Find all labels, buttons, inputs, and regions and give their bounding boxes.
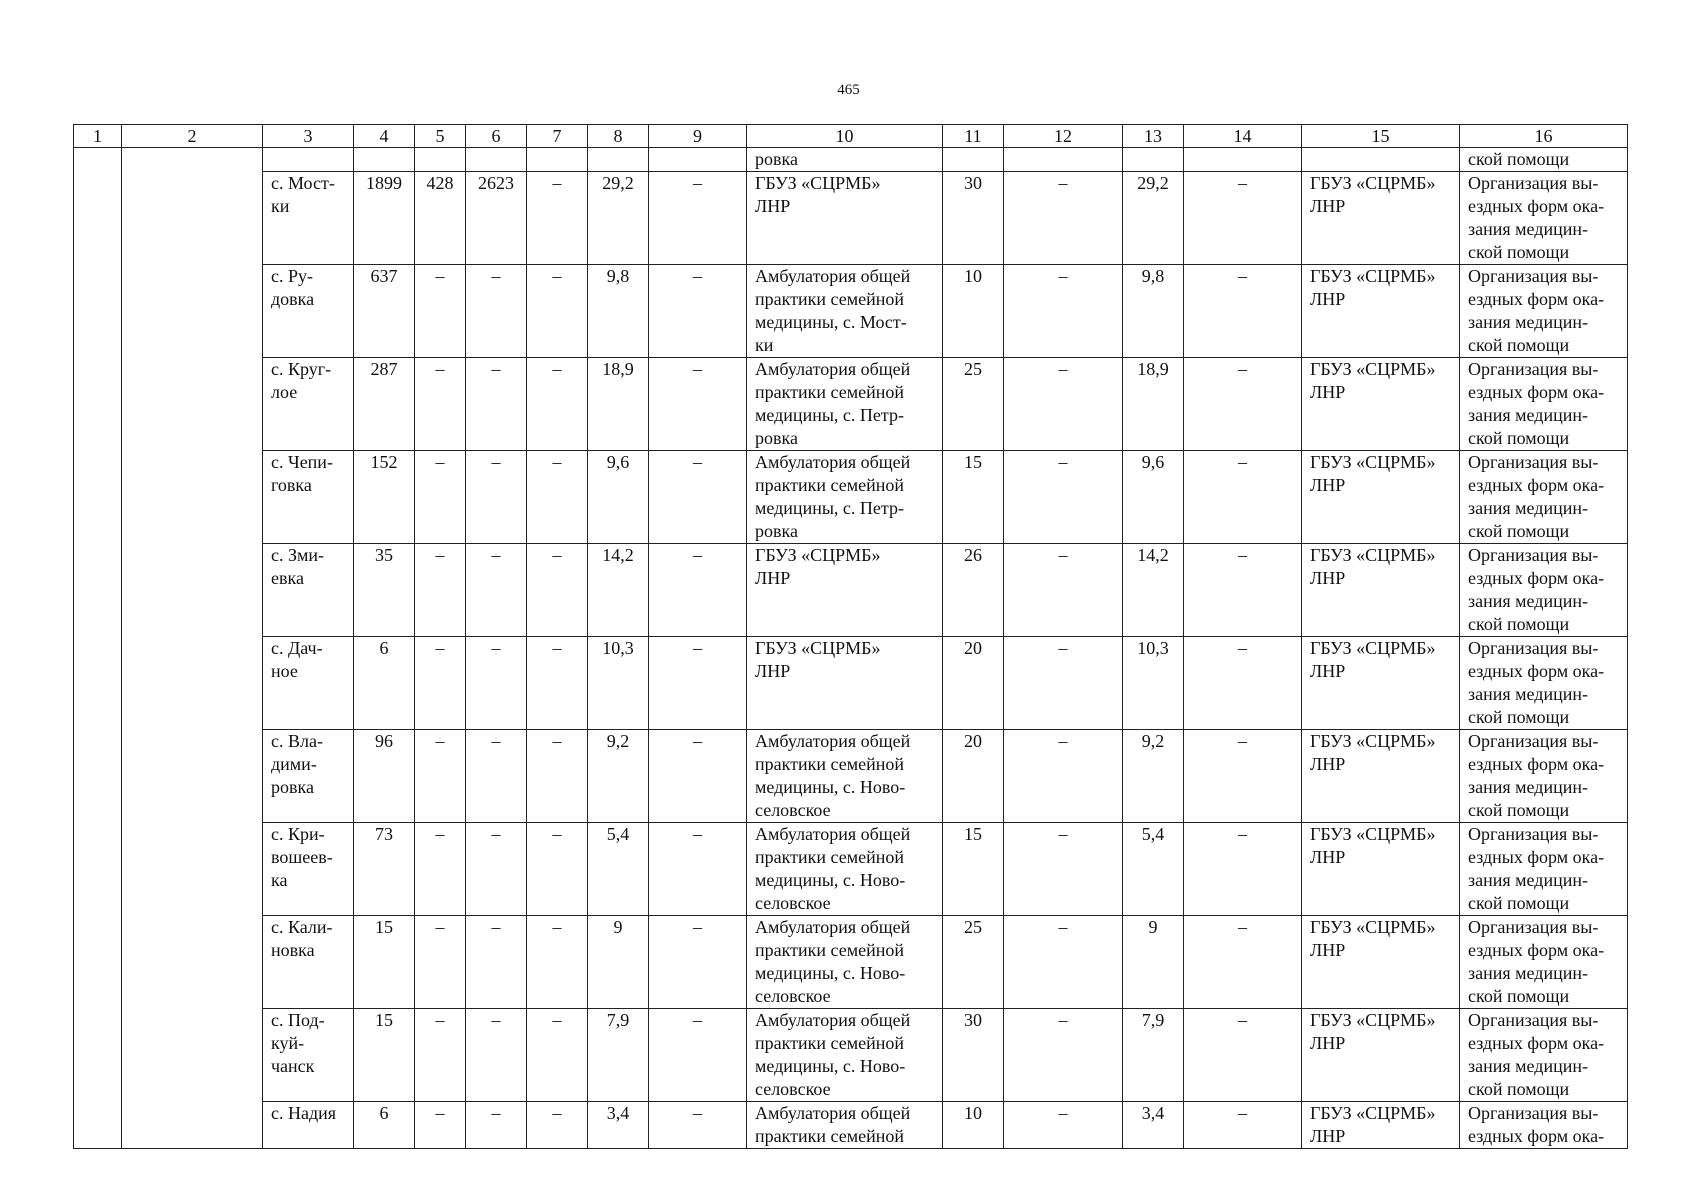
col13-cell: 9,6 [1123, 451, 1184, 544]
distance-cell: 18,9 [588, 358, 649, 451]
population-cell: 152 [354, 451, 415, 544]
col13-cell: 18,9 [1123, 358, 1184, 451]
organization-cell: ГБУЗ «СЦРМБ» ЛНР [1302, 730, 1460, 823]
facility-cell: Амбулатория общей практики семейной медицины, с. Петр- ровка [747, 451, 943, 544]
col13-cell: 7,9 [1123, 1009, 1184, 1102]
column-number-row [74, 125, 1628, 148]
col14-cell: – [1184, 730, 1302, 823]
col5-cell: – [415, 916, 466, 1009]
col9-cell: – [649, 265, 747, 358]
col14-cell: – [1184, 451, 1302, 544]
col12-cell: – [1004, 916, 1123, 1009]
col14-cell: – [1184, 916, 1302, 1009]
column-header: 8 [588, 125, 649, 148]
col9-cell: – [649, 1009, 747, 1102]
settlement-cell: с. Под- куй- чанск [263, 1009, 354, 1102]
measure-cell: Организация вы- ездных форм ока- зания медицин- ской помощи [1460, 1009, 1628, 1102]
facility-cell: ГБУЗ «СЦРМБ» ЛНР [747, 172, 943, 265]
measure-cell: Организация вы- ездных форм ока- зания медицин- ской помощи [1460, 544, 1628, 637]
col14-cell: – [1184, 358, 1302, 451]
column-header: 3 [263, 125, 354, 148]
col14-cell: – [1184, 172, 1302, 265]
facility-cell: Амбулатория общей практики семейной [747, 1102, 943, 1149]
col9-cell: – [649, 172, 747, 265]
continuation-row [74, 148, 1628, 172]
col9-cell: – [649, 637, 747, 730]
column-header: 5 [415, 125, 466, 148]
population-cell: 15 [354, 916, 415, 1009]
settlement-cell: с. Чепи- говка [263, 451, 354, 544]
population-cell: 6 [354, 1102, 415, 1149]
col12-cell: – [1004, 544, 1123, 637]
col12-cell: – [1004, 637, 1123, 730]
page-number: 465 [837, 82, 860, 98]
facility-cell: Амбулатория общей практики семейной медицины, с. Ново- селовское [747, 823, 943, 916]
distance-cell: 7,9 [588, 1009, 649, 1102]
organization-cell: ГБУЗ «СЦРМБ» ЛНР [1302, 265, 1460, 358]
time-cell: 10 [943, 1102, 1004, 1149]
col6-cell: 2623 [466, 172, 527, 265]
col7-cell: – [527, 265, 588, 358]
measure-cell: Организация вы- ездных форм ока- зания медицин- ской помощи [1460, 823, 1628, 916]
time-cell: 15 [943, 823, 1004, 916]
population-cell: 96 [354, 730, 415, 823]
col5-cell: – [415, 637, 466, 730]
col14-cell: – [1184, 1009, 1302, 1102]
measure-cell: Организация вы- ездных форм ока- [1460, 1102, 1628, 1149]
col5-cell: – [415, 1102, 466, 1149]
time-cell: 20 [943, 637, 1004, 730]
col6-cell: – [466, 823, 527, 916]
col7-cell: – [527, 637, 588, 730]
col12-cell: – [1004, 451, 1123, 544]
col6-cell: – [466, 451, 527, 544]
facility-cell: Амбулатория общей практики семейной медицины, с. Ново- селовское [747, 730, 943, 823]
col9-cell: – [649, 451, 747, 544]
col9-cell: – [649, 730, 747, 823]
distance-cell: 9,2 [588, 730, 649, 823]
data-table [73, 124, 1628, 1149]
column-header: 11 [943, 125, 1004, 148]
col13-cell: 9,2 [1123, 730, 1184, 823]
population-cell: 15 [354, 1009, 415, 1102]
column-header: 1 [74, 125, 122, 148]
measure-cell: Организация вы- ездных форм ока- зания медицин- ской помощи [1460, 172, 1628, 265]
organization-cell: ГБУЗ «СЦРМБ» ЛНР [1302, 544, 1460, 637]
col7-cell: – [527, 916, 588, 1009]
col7-cell: – [527, 730, 588, 823]
col12-cell: – [1004, 823, 1123, 916]
measure-cell: Организация вы- ездных форм ока- зания медицин- ской помощи [1460, 916, 1628, 1009]
col7-cell: – [527, 451, 588, 544]
settlement-cell: с. Кри- вошеев- ка [263, 823, 354, 916]
col7-cell: – [527, 1009, 588, 1102]
facility-cell: Амбулатория общей практики семейной медицины, с. Ново- селовское [747, 1009, 943, 1102]
distance-cell: 10,3 [588, 637, 649, 730]
col14-cell: – [1184, 637, 1302, 730]
distance-cell: 9 [588, 916, 649, 1009]
settlement-cell: с. Дач- ное [263, 637, 354, 730]
col13-cell: 10,3 [1123, 637, 1184, 730]
col13-cell: 3,4 [1123, 1102, 1184, 1149]
col7-cell: – [527, 1102, 588, 1149]
time-cell: 10 [943, 265, 1004, 358]
column-header: 14 [1184, 125, 1302, 148]
col12-cell: – [1004, 730, 1123, 823]
distance-cell: 14,2 [588, 544, 649, 637]
table-row [74, 637, 1628, 730]
time-cell: 26 [943, 544, 1004, 637]
col5-cell: – [415, 265, 466, 358]
col5-cell: – [415, 1009, 466, 1102]
distance-cell: 9,6 [588, 451, 649, 544]
table-row [74, 730, 1628, 823]
col5-cell: – [415, 544, 466, 637]
col5-cell: – [415, 451, 466, 544]
col13-cell: 14,2 [1123, 544, 1184, 637]
organization-cell: ГБУЗ «СЦРМБ» ЛНР [1302, 823, 1460, 916]
col6-cell: – [466, 730, 527, 823]
facility-cell: ГБУЗ «СЦРМБ» ЛНР [747, 637, 943, 730]
continuation-facility: ровка [747, 148, 943, 172]
settlement-cell: с. Круг- лое [263, 358, 354, 451]
organization-cell: ГБУЗ «СЦРМБ» ЛНР [1302, 172, 1460, 265]
col9-cell: – [649, 544, 747, 637]
table-row [74, 358, 1628, 451]
col12-cell: – [1004, 265, 1123, 358]
column-header: 6 [466, 125, 527, 148]
settlement-cell: с. Мост- ки [263, 172, 354, 265]
col12-cell: – [1004, 1102, 1123, 1149]
col12-cell: – [1004, 1009, 1123, 1102]
col9-cell: – [649, 1102, 747, 1149]
distance-cell: 3,4 [588, 1102, 649, 1149]
col13-cell: 5,4 [1123, 823, 1184, 916]
column-header: 2 [122, 125, 263, 148]
col6-cell: – [466, 637, 527, 730]
time-cell: 25 [943, 358, 1004, 451]
measure-cell: Организация вы- ездных форм ока- зания медицин- ской помощи [1460, 358, 1628, 451]
measure-cell: Организация вы- ездных форм ока- зания медицин- ской помощи [1460, 265, 1628, 358]
column-header: 4 [354, 125, 415, 148]
time-cell: 20 [943, 730, 1004, 823]
column-header: 10 [747, 125, 943, 148]
facility-cell: Амбулатория общей практики семейной медицины, с. Петр- ровка [747, 358, 943, 451]
col14-cell: – [1184, 544, 1302, 637]
col6-cell: – [466, 358, 527, 451]
population-cell: 35 [354, 544, 415, 637]
col7-cell: – [527, 358, 588, 451]
population-cell: 73 [354, 823, 415, 916]
measure-cell: Организация вы- ездных форм ока- зания медицин- ской помощи [1460, 451, 1628, 544]
column-header: 13 [1123, 125, 1184, 148]
organization-cell: ГБУЗ «СЦРМБ» ЛНР [1302, 358, 1460, 451]
col9-cell: – [649, 916, 747, 1009]
table-row [74, 1009, 1628, 1102]
col5-cell: – [415, 730, 466, 823]
col12-cell: – [1004, 358, 1123, 451]
column-header: 12 [1004, 125, 1123, 148]
col6-cell: – [466, 916, 527, 1009]
settlement-cell: с. Кали- новка [263, 916, 354, 1009]
col5-cell: – [415, 358, 466, 451]
continuation-measure: ской помощи [1460, 148, 1628, 172]
table-row [74, 265, 1628, 358]
col5-cell: 428 [415, 172, 466, 265]
col14-cell: – [1184, 823, 1302, 916]
table-row [74, 916, 1628, 1009]
population-cell: 287 [354, 358, 415, 451]
col12-cell: – [1004, 172, 1123, 265]
settlement-cell: с. Ру- довка [263, 265, 354, 358]
organization-cell: ГБУЗ «СЦРМБ» ЛНР [1302, 451, 1460, 544]
distance-cell: 5,4 [588, 823, 649, 916]
cell-col1 [74, 148, 122, 1149]
organization-cell: ГБУЗ «СЦРМБ» ЛНР [1302, 1102, 1460, 1149]
measure-cell: Организация вы- ездных форм ока- зания медицин- ской помощи [1460, 637, 1628, 730]
distance-cell: 29,2 [588, 172, 649, 265]
time-cell: 30 [943, 172, 1004, 265]
column-header: 9 [649, 125, 747, 148]
cell-col2 [122, 148, 263, 1149]
organization-cell: ГБУЗ «СЦРМБ» ЛНР [1302, 637, 1460, 730]
table-row [74, 451, 1628, 544]
col6-cell: – [466, 544, 527, 637]
col6-cell: – [466, 1102, 527, 1149]
col14-cell: – [1184, 1102, 1302, 1149]
col13-cell: 9 [1123, 916, 1184, 1009]
distance-cell: 9,8 [588, 265, 649, 358]
settlement-cell: с. Вла- дими- ровка [263, 730, 354, 823]
settlement-cell: с. Надия [263, 1102, 354, 1149]
col14-cell: – [1184, 265, 1302, 358]
population-cell: 637 [354, 265, 415, 358]
facility-cell: ГБУЗ «СЦРМБ» ЛНР [747, 544, 943, 637]
table-row [74, 1102, 1628, 1149]
col5-cell: – [415, 823, 466, 916]
col13-cell: 9,8 [1123, 265, 1184, 358]
facility-cell: Амбулатория общей практики семейной медицины, с. Мост- ки [747, 265, 943, 358]
column-header: 7 [527, 125, 588, 148]
organization-cell: ГБУЗ «СЦРМБ» ЛНР [1302, 1009, 1460, 1102]
organization-cell: ГБУЗ «СЦРМБ» ЛНР [1302, 916, 1460, 1009]
population-cell: 1899 [354, 172, 415, 265]
col7-cell: – [527, 544, 588, 637]
col6-cell: – [466, 1009, 527, 1102]
time-cell: 30 [943, 1009, 1004, 1102]
measure-cell: Организация вы- ездных форм ока- зания медицин- ской помощи [1460, 730, 1628, 823]
population-cell: 6 [354, 637, 415, 730]
time-cell: 25 [943, 916, 1004, 1009]
table-row [74, 544, 1628, 637]
time-cell: 15 [943, 451, 1004, 544]
col6-cell: – [466, 265, 527, 358]
column-header: 15 [1302, 125, 1460, 148]
table-row [74, 172, 1628, 265]
col9-cell: – [649, 358, 747, 451]
facility-cell: Амбулатория общей практики семейной медицины, с. Ново- селовское [747, 916, 943, 1009]
col7-cell: – [527, 823, 588, 916]
col13-cell: 29,2 [1123, 172, 1184, 265]
table-row [74, 823, 1628, 916]
column-header: 16 [1460, 125, 1628, 148]
settlement-cell: с. Зми- евка [263, 544, 354, 637]
col7-cell: – [527, 172, 588, 265]
col9-cell: – [649, 823, 747, 916]
